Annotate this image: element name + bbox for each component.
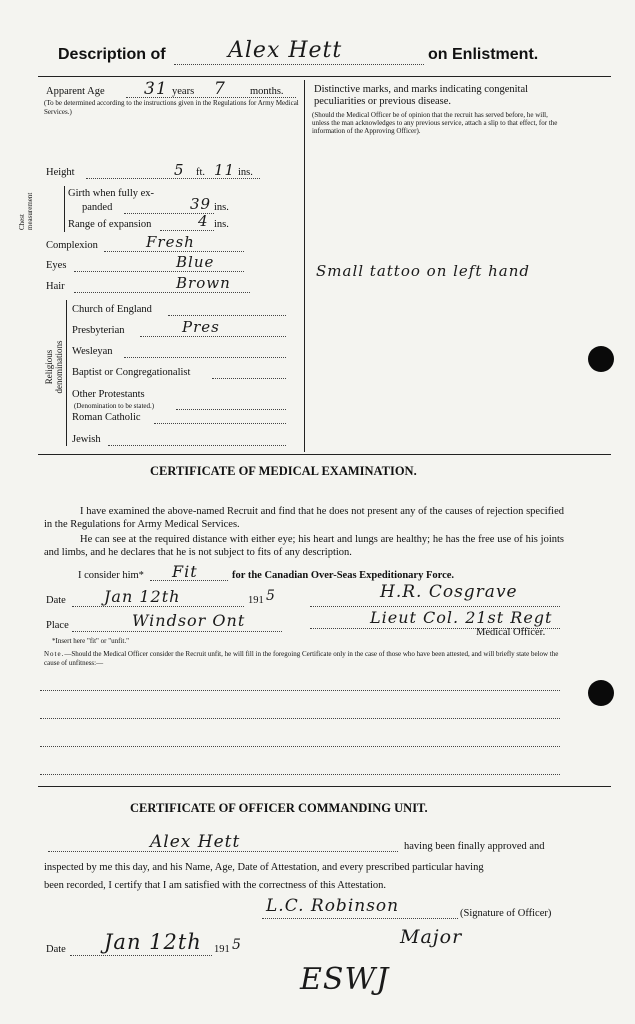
marks-heading-2: peculiarities or previous disease. [314,96,452,107]
months-label: months. [250,86,284,97]
medical-officer-rank: Lieut Col. 21st Regt [370,608,553,627]
medical-para-2: He can see at the required distance with either eye; his heart and lungs are healthy; he has the free use of his joints and limbs, and he declares that he is not subject to fits of any description. [44,534,564,558]
denom-baptist: Baptist or Congregationalist [72,367,191,378]
punch-hole [588,680,614,706]
denom-presbyterian: Presbyterian [72,325,125,336]
note-text: —Should the Medical Officer consider the Recruit unfit, he will fill in the foregoing Certificate only in the case of those who have been attested, and will briefly state below the cause of unfitness:— [44,650,559,667]
denom-jewish: Jewish [72,434,101,445]
height-ft: 5 [174,161,185,179]
commanding-text-3: been recorded, I certify that I am satisfied with the correctness of this Attestation. [44,880,387,891]
girth-label-1: Girth when fully ex- [68,188,155,199]
signature-label: (Signature of Officer) [460,908,552,919]
girth-unit: ins. [214,202,229,213]
expansion-label: Range of expansion [68,219,152,230]
apparent-age-label: Apparent Age [46,86,105,97]
expansion-value: 4 [198,212,209,230]
religion-label: Religious denominations [44,340,64,394]
on-enlistment-label: on Enlistment. [428,46,539,63]
commanding-initials: ESWJ [300,962,390,997]
age-note: (To be determined according to the instructions given in the Regulations for Army Medical Services.) [44,99,299,116]
height-in: 11 [214,161,236,179]
year-prefix: 191 [248,595,264,606]
description-of-label: Description of [58,46,166,63]
age-years: 31 [144,79,168,99]
hair-value: Brown [176,274,231,292]
denom-wesleyan: Wesleyan [72,346,113,357]
hair-label: Hair [46,281,65,292]
height-label: Height [46,167,75,178]
medical-officer-signature: H.R. Cosgrave [380,582,518,602]
ins-label: ins. [238,167,253,178]
punch-hole [588,346,614,372]
denom-presbyterian-value: Pres [182,318,220,336]
commanding-date-label: Date [46,944,66,955]
eyes-value: Blue [176,253,215,271]
unfit-note [44,650,564,668]
place-label: Place [46,620,69,631]
denom-church-of-england: Church of England [72,304,152,315]
years-label: years [172,86,195,97]
commanding-year-suffix: 5 [232,937,242,953]
medical-para-1: I have examined the above-named Recruit and find that he does not present any of the causes of rejection specified in the Regulations for Army Medical Services. [44,506,564,530]
year-suffix: 5 [266,588,276,604]
marks-note: (Should the Medical Officer be of opinion that the recruit has served before, he will, unless the man acknowledges to any previous service, attach a slip to that effect, for the information of the Approving Officer). [312,111,558,135]
date-value: Jan 12th [104,587,181,606]
commanding-name: Alex Hett [150,832,241,852]
commanding-title: CERTIFICATE OF OFFICER COMMANDING UNIT. [130,801,428,815]
denom-roman-catholic: Roman Catholic [72,412,141,423]
medical-officer-label: Medical Officer. [476,627,546,638]
marks-value: Small tattoo on left hand [316,262,531,280]
medical-title: CERTIFICATE OF MEDICAL EXAMINATION. [150,464,417,478]
recruit-name: Alex Hett [228,38,343,63]
ft-label: ft. [196,167,206,178]
denom-other-protestants: Other Protestants [72,389,145,400]
girth-value: 39 [190,195,212,213]
consider-label: I consider him* [78,570,144,581]
insert-note: *Insert here "fit" or "unfit." [52,637,129,645]
complexion-value: Fresh [146,233,195,251]
expansion-unit: ins. [214,219,229,230]
commanding-rank: Major [400,926,463,948]
note-label: Note. [44,650,65,658]
consider-suffix: for the Canadian Over-Seas Expeditionary Force. [232,570,455,581]
commanding-officer-signature: L.C. Robinson [266,896,400,916]
chest-label: Chest measurement [18,192,34,230]
place-value: Windsor Ont [132,611,246,630]
eyes-label: Eyes [46,260,67,271]
girth-label-2: panded [82,202,113,213]
commanding-text-2: inspected by me this day, and his Name, Age, Date of Attestation, and every prescribed particular having [44,862,484,873]
consider-value: Fit [172,562,198,581]
age-months: 7 [214,79,226,99]
commanding-date-value: Jan 12th [104,930,202,954]
marks-heading-1: Distinctive marks, and marks indicating congenital [314,84,529,95]
date-label: Date [46,595,66,606]
complexion-label: Complexion [46,240,98,251]
commanding-text-1: having been finally approved and [404,841,545,852]
denomination-note: (Denomination to be stated.) [74,402,155,410]
commanding-year-prefix: 191 [214,944,230,955]
